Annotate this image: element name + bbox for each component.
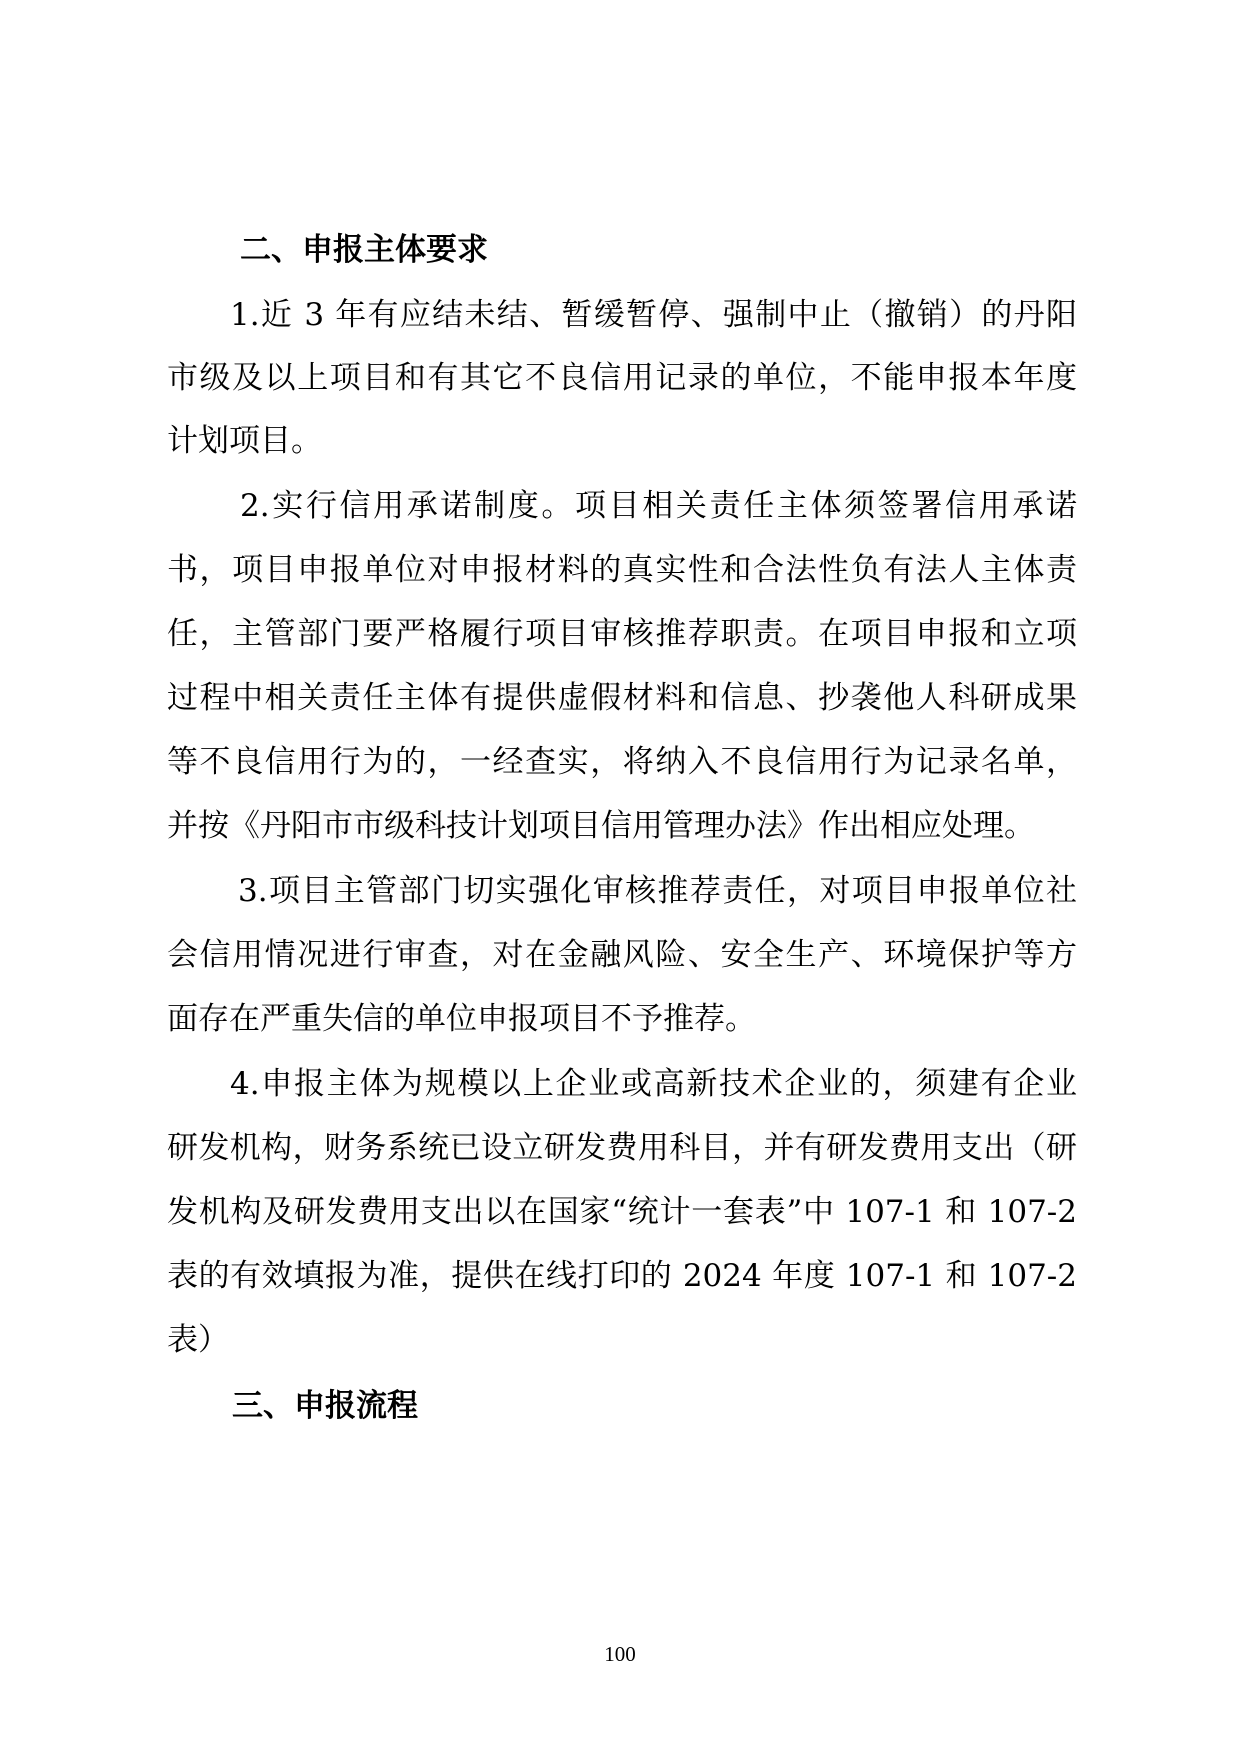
paragraph-4-line-4: 表的有效填报为准，提供在线打印的 2024 年度 107-1 和 107-2 [167,1258,1077,1294]
paragraph-2-line-2: 书，项目申报单位对申报材料的真实性和合法性负有法人主体责 [167,552,1077,588]
paragraph-3-line-1: 3.项目主管部门切实强化审核推荐责任，对项目申报单位社 [238,873,1077,909]
section-heading-requirements: 二、申报主体要求 [240,232,488,268]
paragraph-2-line-6: 并按《丹阳市市级科技计划项目信用管理办法》作出相应处理。 [167,808,1035,844]
paragraph-2-line-4: 过程中相关责任主体有提供虚假材料和信息、抄袭他人科研成果 [167,680,1077,716]
paragraph-3-line-2: 会信用情况进行审查，对在金融风险、安全生产、环境保护等方 [167,937,1077,973]
section-heading-process: 三、申报流程 [232,1388,418,1424]
paragraph-2-line-3: 任，主管部门要严格履行项目审核推荐职责。在项目申报和立项 [167,616,1077,652]
paragraph-1-line-1: 1.近 3 年有应结未结、暂缓暂停、强制中止（撤销）的丹阳 [230,297,1077,333]
paragraph-4-line-3: 发机构及研发费用支出以在国家“统计一套表”中 107-1 和 107-2 [167,1194,1077,1230]
paragraph-1-line-2: 市级及以上项目和有其它不良信用记录的单位，不能申报本年度 [167,360,1077,396]
paragraph-4-line-2: 研发机构，财务系统已设立研发费用科目，并有研发费用支出（研 [167,1130,1077,1166]
paragraph-1-line-3: 计划项目。 [167,423,322,459]
page-number: 100 [604,1642,636,1666]
paragraph-2-line-5: 等不良信用行为的，一经查实，将纳入不良信用行为记录名单， [167,744,1077,780]
paragraph-4-line-5: 表） [167,1322,229,1358]
paragraph-4-line-1: 4.申报主体为规模以上企业或高新技术企业的，须建有企业 [230,1066,1077,1102]
paragraph-2-line-1: 2.实行信用承诺制度。项目相关责任主体须签署信用承诺 [240,488,1077,524]
paragraph-3-line-3: 面存在严重失信的单位申报项目不予推荐。 [167,1001,756,1037]
